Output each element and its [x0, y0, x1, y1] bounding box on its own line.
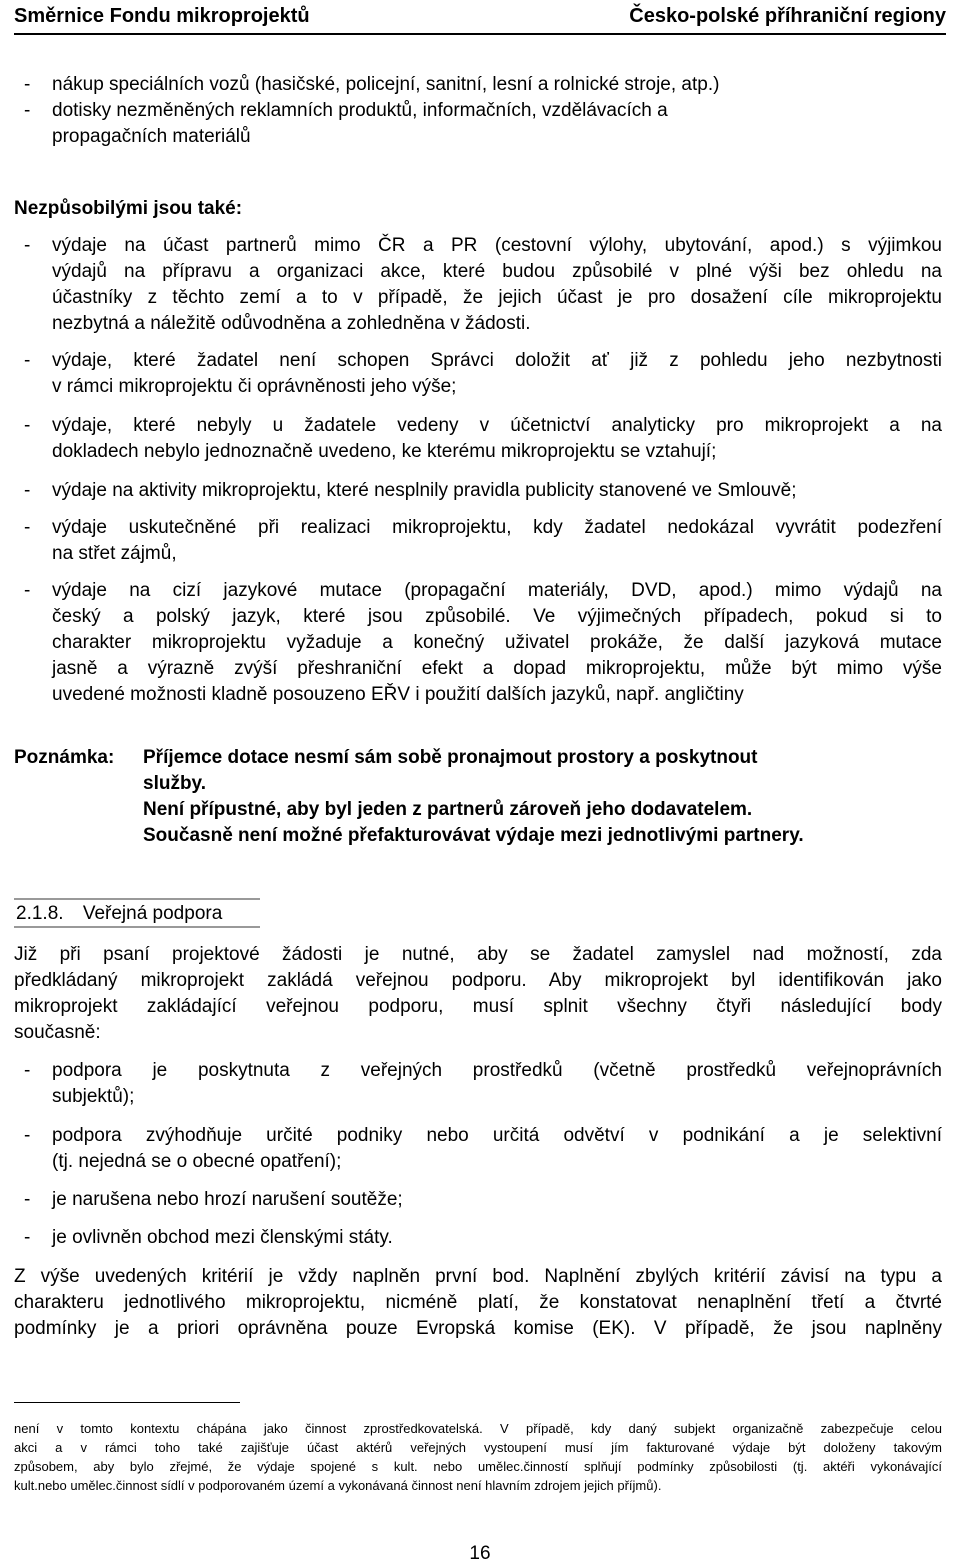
list-line: uvedené možnosti kladně posouzeno EŘV i použití dalších jazyků, např. angličtiny	[52, 684, 744, 705]
footnote-line: není v tomto kontextu chápána jako činnost zprostředkovatelská. V případě, kdy daný subjekt organizačně zabezpečuje celou	[14, 1421, 942, 1436]
paragraph-line: Z výše uvedených kritérií je vždy naplněn první bod. Naplnění zbylých kritérií závisí na typu a	[14, 1266, 942, 1287]
note-line: služby.	[143, 773, 206, 794]
criteria-line: je ovlivněn obchod mezi členskými státy.	[52, 1227, 393, 1248]
list-item-dash: -	[24, 580, 31, 601]
criteria-line: (tj. nejedná se o obecné opatření);	[52, 1151, 342, 1172]
note-line: Současně není možné přefakturovávat výdaje mezi jednotlivými partnery.	[143, 825, 804, 846]
list-item: - nákup speciálních vozů (hasičské, policejní, sanitní, lesní a rolnické stroje, atp.)	[24, 74, 720, 95]
list-line: účastníky z těchto zemí a to v případě, že jejich účast je pro dosažení cíle mikroprojektu	[52, 287, 942, 308]
footnote-line: akci a v rámci toho také zajišťuje účast aktérů veřejných vystoupení musí jím fakturované výdaje být doloženy takovým	[14, 1440, 942, 1455]
paragraph-line: charakteru jednotlivého mikroprojektu, nicméně platí, že konstatovat nenaplnění třetí a čtvrté	[14, 1292, 942, 1313]
list-item-dash: -	[24, 1227, 31, 1248]
list-line: výdaje na účast partnerů mimo ČR a PR (cestovní výlohy, ubytování, apod.) s výjimkou	[52, 235, 942, 256]
criteria-line: podpora je poskytnuta z veřejných prostředků (včetně prostředků veřejnoprávních	[52, 1060, 942, 1081]
criteria-line: je narušena nebo hrozí narušení soutěže;	[52, 1189, 403, 1210]
paragraph-line: Již při psaní projektové žádosti je nutné, aby se žadatel zamyslel nad možností, zda	[14, 944, 942, 965]
paragraph-line: mikroprojekt zakládající veřejnou podporu, musí splnit všechny čtyři následující body	[14, 996, 942, 1017]
list-line: nezbytná a náležitě odůvodněna a zohledněna v žádosti.	[52, 313, 531, 334]
header-rule	[14, 33, 946, 35]
list-line: v rámci mikroprojektu či oprávněnosti jeho výše;	[52, 376, 457, 397]
section-number: 2.1.8.	[16, 903, 64, 924]
paragraph-line: podmínky je a priori oprávněna pouze Evropská komise (EK). V případě, že jsou naplněny	[14, 1318, 942, 1339]
list-line: výdaje uskutečněné při realizaci mikroprojektu, kdy žadatel nedokázal vyvrátit podezření	[52, 517, 942, 538]
list-item-continuation: propagačních materiálů	[52, 126, 251, 147]
list-item-dash: -	[24, 235, 31, 256]
list-item-dash: -	[24, 1125, 31, 1146]
section-heading	[14, 898, 260, 928]
list-line: charakter mikroprojektu vyžaduje a konečný uživatel prokáže, že další jazyková mutace	[52, 632, 942, 653]
note-line: Není přípustné, aby byl jeden z partnerů zároveň jeho dodavatelem.	[143, 799, 753, 820]
footnote-rule	[14, 1402, 240, 1403]
ineligible-heading: Nezpůsobilými jsou také:	[14, 198, 243, 219]
note-label: Poznámka:	[14, 747, 115, 768]
header-left: Směrnice Fondu mikroprojektů	[14, 5, 310, 27]
list-item-dash: -	[24, 415, 31, 436]
list-line: výdajů na přípravu a organizaci akce, které budou způsobilé v plné výši bez ohledu na	[52, 261, 942, 282]
list-item-dash: -	[24, 480, 31, 501]
paragraph-line: předkládaný mikroprojekt zakládá veřejnou podporu. Aby mikroprojekt byl identifikován jako	[14, 970, 942, 991]
list-line: český a polský jazyk, které jsou způsobilé. Ve výjimečných případech, pokud si to	[52, 606, 942, 627]
list-line: jasně a výrazně zvýší přeshraniční efekt a dopad mikroprojektu, může být mimo výše	[52, 658, 942, 679]
page-number: 16	[469, 1543, 491, 1564]
list-item-dash: -	[24, 1060, 31, 1081]
list-line: výdaje, které nebyly u žadatele vedeny v účetnictví analyticky pro mikroprojekt a na	[52, 415, 942, 436]
list-line: dokladech nebylo jednoznačně uvedeno, ke kterému mikroprojektu se vztahují;	[52, 441, 717, 462]
header-right: Česko-polské příhraniční regiony	[629, 5, 946, 27]
list-item-dash: -	[24, 1189, 31, 1210]
page-header	[14, 2, 946, 30]
list-line: výdaje, které žadatel není schopen Správci doložit ať již z pohledu jeho nezbytnosti	[52, 350, 942, 371]
list-item-dash: -	[24, 517, 31, 538]
list-line: výdaje na cizí jazykové mutace (propagační materiály, DVD, apod.) mimo výdajů na	[52, 580, 942, 601]
list-item: - dotisky nezměněných reklamních produktů, informačních, vzdělávacích a	[24, 100, 668, 121]
criteria-line: podpora zvýhodňuje určité podniky nebo určitá odvětví v podnikání a je selektivní	[52, 1125, 942, 1146]
criteria-line: subjektů);	[52, 1086, 135, 1107]
footnote-line: způsobem, aby bylo zřejmé, že výdaje spojené s kult. nebo umělec.činností splňují podmínky způsobilosti (tj. aktéři vykonávající	[14, 1459, 942, 1474]
list-line: na střet zájmů,	[52, 543, 177, 564]
footnote-line: kult.nebo umělec.činnost sídlí v podporovaném území a vykonávaná činnost není hlavním zdrojem jejich příjmů).	[14, 1478, 662, 1493]
note-line: Příjemce dotace nesmí sám sobě pronajmout prostory a poskytnout	[143, 747, 758, 768]
paragraph-line: současně:	[14, 1022, 101, 1043]
list-item-dash: -	[24, 350, 31, 371]
section-title: Veřejná podpora	[82, 903, 223, 924]
list-line: výdaje na aktivity mikroprojektu, které nesplnily pravidla publicity stanovené ve Smlouvě;	[52, 480, 797, 501]
